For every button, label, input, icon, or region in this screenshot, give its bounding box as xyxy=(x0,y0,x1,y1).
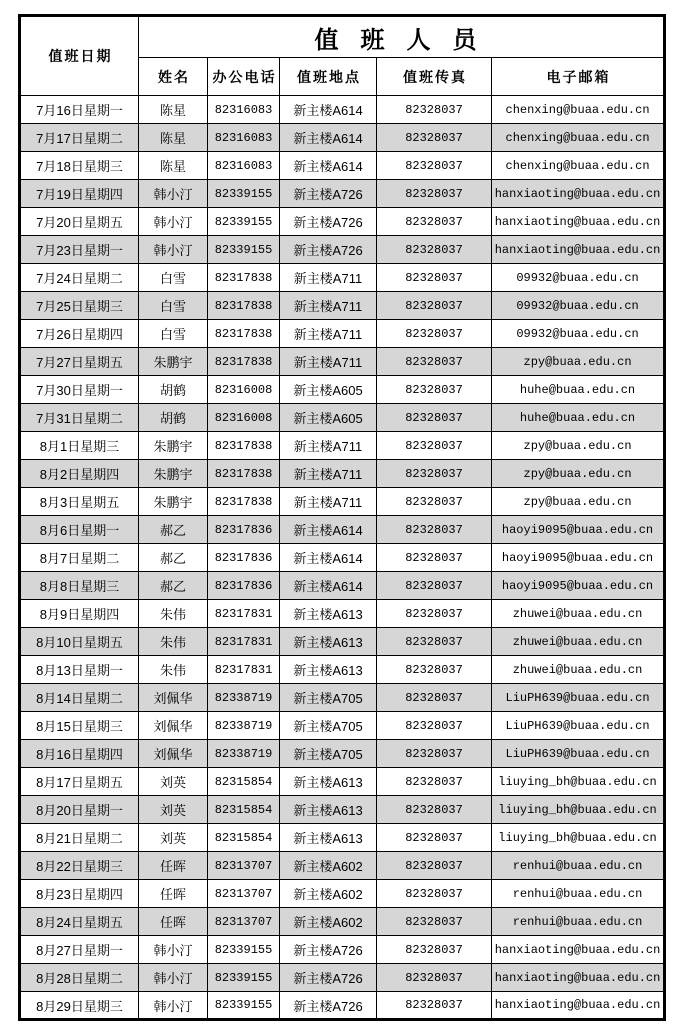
cell-fax: 82328037 xyxy=(377,96,492,124)
cell-duty-date: 8月28日星期二 xyxy=(20,964,139,992)
cell-fax: 82328037 xyxy=(377,264,492,292)
cell-phone: 82338719 xyxy=(208,684,280,712)
cell-fax: 82328037 xyxy=(377,432,492,460)
cell-email: renhui@buaa.edu.cn xyxy=(492,908,665,936)
cell-fax: 82328037 xyxy=(377,936,492,964)
cell-fax: 82328037 xyxy=(377,684,492,712)
cell-location: 新主楼A613 xyxy=(280,656,377,684)
cell-name: 白雪 xyxy=(139,264,208,292)
cell-name: 刘佩华 xyxy=(139,740,208,768)
cell-email: zhuwei@buaa.edu.cn xyxy=(492,600,665,628)
cell-location: 新主楼A613 xyxy=(280,600,377,628)
cell-fax: 82328037 xyxy=(377,712,492,740)
cell-fax: 82328037 xyxy=(377,628,492,656)
cell-email: hanxiaoting@buaa.edu.cn xyxy=(492,236,665,264)
cell-duty-date: 8月22日星期三 xyxy=(20,852,139,880)
cell-name: 郝乙 xyxy=(139,572,208,600)
cell-duty-date: 8月6日星期一 xyxy=(20,516,139,544)
cell-email: hanxiaoting@buaa.edu.cn xyxy=(492,964,665,992)
table-row xyxy=(20,936,665,964)
cell-email: hanxiaoting@buaa.edu.cn xyxy=(492,936,665,964)
cell-location: 新主楼A614 xyxy=(280,96,377,124)
cell-email: LiuPH639@buaa.edu.cn xyxy=(492,740,665,768)
title-row xyxy=(20,16,665,58)
cell-email: chenxing@buaa.edu.cn xyxy=(492,152,665,180)
table-row xyxy=(20,376,665,404)
cell-location: 新主楼A605 xyxy=(280,376,377,404)
cell-duty-date: 8月17日星期五 xyxy=(20,768,139,796)
cell-name: 朱鹏宇 xyxy=(139,488,208,516)
table-row xyxy=(20,880,665,908)
cell-name: 朱鹏宇 xyxy=(139,460,208,488)
column-header-location: 值班地点 xyxy=(280,58,377,96)
table-row xyxy=(20,488,665,516)
cell-phone: 82317838 xyxy=(208,488,280,516)
table-row xyxy=(20,96,665,124)
cell-duty-date: 8月15日星期三 xyxy=(20,712,139,740)
cell-fax: 82328037 xyxy=(377,348,492,376)
cell-phone: 82315854 xyxy=(208,768,280,796)
cell-phone: 82317838 xyxy=(208,264,280,292)
cell-fax: 82328037 xyxy=(377,236,492,264)
cell-duty-date: 8月9日星期四 xyxy=(20,600,139,628)
cell-duty-date: 8月3日星期五 xyxy=(20,488,139,516)
cell-name: 陈星 xyxy=(139,124,208,152)
cell-location: 新主楼A711 xyxy=(280,432,377,460)
cell-location: 新主楼A726 xyxy=(280,180,377,208)
table-row xyxy=(20,208,665,236)
cell-fax: 82328037 xyxy=(377,852,492,880)
table-body xyxy=(20,96,665,1020)
cell-name: 韩小汀 xyxy=(139,936,208,964)
table-row xyxy=(20,656,665,684)
table-row xyxy=(20,628,665,656)
cell-name: 朱伟 xyxy=(139,628,208,656)
cell-location: 新主楼A726 xyxy=(280,992,377,1020)
cell-email: LiuPH639@buaa.edu.cn xyxy=(492,684,665,712)
table-row xyxy=(20,544,665,572)
cell-phone: 82317838 xyxy=(208,320,280,348)
table-row xyxy=(20,516,665,544)
table-row xyxy=(20,460,665,488)
cell-email: zhuwei@buaa.edu.cn xyxy=(492,656,665,684)
cell-email: huhe@buaa.edu.cn xyxy=(492,404,665,432)
cell-phone: 82339155 xyxy=(208,964,280,992)
cell-location: 新主楼A711 xyxy=(280,292,377,320)
cell-name: 刘英 xyxy=(139,824,208,852)
cell-email: hanxiaoting@buaa.edu.cn xyxy=(492,992,665,1020)
cell-duty-date: 8月1日星期三 xyxy=(20,432,139,460)
duty-roster-table xyxy=(18,14,666,1021)
cell-phone: 82317831 xyxy=(208,656,280,684)
cell-fax: 82328037 xyxy=(377,208,492,236)
cell-location: 新主楼A614 xyxy=(280,572,377,600)
cell-location: 新主楼A711 xyxy=(280,320,377,348)
cell-phone: 82313707 xyxy=(208,852,280,880)
cell-phone: 82338719 xyxy=(208,740,280,768)
column-header-name: 姓名 xyxy=(139,58,208,96)
table-row xyxy=(20,264,665,292)
table-row xyxy=(20,600,665,628)
cell-name: 韩小汀 xyxy=(139,180,208,208)
cell-name: 郝乙 xyxy=(139,516,208,544)
cell-duty-date: 7月18日星期三 xyxy=(20,152,139,180)
cell-name: 朱鹏宇 xyxy=(139,432,208,460)
cell-name: 朱伟 xyxy=(139,600,208,628)
cell-name: 韩小汀 xyxy=(139,208,208,236)
cell-location: 新主楼A705 xyxy=(280,684,377,712)
cell-duty-date: 7月30日星期一 xyxy=(20,376,139,404)
cell-email: 09932@buaa.edu.cn xyxy=(492,292,665,320)
cell-name: 胡鹤 xyxy=(139,376,208,404)
table-header xyxy=(20,16,665,96)
cell-name: 朱伟 xyxy=(139,656,208,684)
cell-phone: 82339155 xyxy=(208,208,280,236)
cell-phone: 82339155 xyxy=(208,236,280,264)
table-row xyxy=(20,908,665,936)
cell-phone: 82317836 xyxy=(208,516,280,544)
cell-fax: 82328037 xyxy=(377,600,492,628)
cell-name: 刘佩华 xyxy=(139,712,208,740)
cell-duty-date: 8月16日星期四 xyxy=(20,740,139,768)
cell-name: 白雪 xyxy=(139,292,208,320)
cell-phone: 82339155 xyxy=(208,992,280,1020)
table-row xyxy=(20,740,665,768)
cell-duty-date: 8月10日星期五 xyxy=(20,628,139,656)
cell-phone: 82315854 xyxy=(208,824,280,852)
cell-duty-date: 8月21日星期二 xyxy=(20,824,139,852)
cell-name: 任晖 xyxy=(139,852,208,880)
cell-phone: 82316008 xyxy=(208,376,280,404)
cell-name: 陈星 xyxy=(139,152,208,180)
cell-phone: 82316083 xyxy=(208,152,280,180)
cell-phone: 82317838 xyxy=(208,348,280,376)
cell-duty-date: 8月14日星期二 xyxy=(20,684,139,712)
table-row xyxy=(20,964,665,992)
cell-location: 新主楼A705 xyxy=(280,740,377,768)
cell-location: 新主楼A711 xyxy=(280,348,377,376)
cell-phone: 82339155 xyxy=(208,936,280,964)
cell-email: haoyi9095@buaa.edu.cn xyxy=(492,544,665,572)
cell-phone: 82316083 xyxy=(208,124,280,152)
cell-email: liuying_bh@buaa.edu.cn xyxy=(492,824,665,852)
table-row xyxy=(20,572,665,600)
cell-location: 新主楼A614 xyxy=(280,152,377,180)
table-row xyxy=(20,348,665,376)
cell-duty-date: 8月2日星期四 xyxy=(20,460,139,488)
cell-fax: 82328037 xyxy=(377,796,492,824)
cell-duty-date: 7月16日星期一 xyxy=(20,96,139,124)
column-header-fax: 值班传真 xyxy=(377,58,492,96)
cell-email: zpy@buaa.edu.cn xyxy=(492,488,665,516)
cell-email: zpy@buaa.edu.cn xyxy=(492,432,665,460)
cell-name: 陈星 xyxy=(139,96,208,124)
cell-email: chenxing@buaa.edu.cn xyxy=(492,96,665,124)
cell-email: 09932@buaa.edu.cn xyxy=(492,264,665,292)
cell-location: 新主楼A613 xyxy=(280,768,377,796)
cell-fax: 82328037 xyxy=(377,292,492,320)
table-row xyxy=(20,236,665,264)
cell-duty-date: 7月27日星期五 xyxy=(20,348,139,376)
cell-fax: 82328037 xyxy=(377,124,492,152)
table-row xyxy=(20,712,665,740)
cell-name: 刘英 xyxy=(139,768,208,796)
cell-fax: 82328037 xyxy=(377,488,492,516)
cell-fax: 82328037 xyxy=(377,964,492,992)
cell-email: hanxiaoting@buaa.edu.cn xyxy=(492,208,665,236)
cell-location: 新主楼A613 xyxy=(280,796,377,824)
cell-fax: 82328037 xyxy=(377,544,492,572)
cell-fax: 82328037 xyxy=(377,572,492,600)
cell-name: 郝乙 xyxy=(139,544,208,572)
cell-location: 新主楼A726 xyxy=(280,236,377,264)
cell-duty-date: 8月13日星期一 xyxy=(20,656,139,684)
table-row xyxy=(20,320,665,348)
cell-duty-date: 7月17日星期二 xyxy=(20,124,139,152)
cell-phone: 82339155 xyxy=(208,180,280,208)
cell-fax: 82328037 xyxy=(377,824,492,852)
cell-phone: 82315854 xyxy=(208,796,280,824)
table-row xyxy=(20,404,665,432)
cell-email: LiuPH639@buaa.edu.cn xyxy=(492,712,665,740)
cell-email: huhe@buaa.edu.cn xyxy=(492,376,665,404)
cell-duty-date: 7月25日星期三 xyxy=(20,292,139,320)
cell-fax: 82328037 xyxy=(377,376,492,404)
cell-location: 新主楼A711 xyxy=(280,488,377,516)
cell-phone: 82317838 xyxy=(208,432,280,460)
cell-duty-date: 8月20日星期一 xyxy=(20,796,139,824)
cell-duty-date: 7月26日星期四 xyxy=(20,320,139,348)
cell-phone: 82313707 xyxy=(208,880,280,908)
cell-name: 刘佩华 xyxy=(139,684,208,712)
cell-phone: 82316008 xyxy=(208,404,280,432)
table-row xyxy=(20,992,665,1020)
cell-duty-date: 8月24日星期五 xyxy=(20,908,139,936)
cell-location: 新主楼A613 xyxy=(280,628,377,656)
cell-phone: 82338719 xyxy=(208,712,280,740)
table-title: 值班人员 xyxy=(139,16,665,58)
cell-duty-date: 7月20日星期五 xyxy=(20,208,139,236)
cell-fax: 82328037 xyxy=(377,180,492,208)
cell-location: 新主楼A614 xyxy=(280,544,377,572)
cell-fax: 82328037 xyxy=(377,460,492,488)
cell-name: 刘英 xyxy=(139,796,208,824)
cell-name: 胡鹤 xyxy=(139,404,208,432)
cell-phone: 82316083 xyxy=(208,96,280,124)
cell-fax: 82328037 xyxy=(377,740,492,768)
cell-duty-date: 7月24日星期二 xyxy=(20,264,139,292)
cell-location: 新主楼A726 xyxy=(280,964,377,992)
cell-location: 新主楼A705 xyxy=(280,712,377,740)
cell-email: zpy@buaa.edu.cn xyxy=(492,460,665,488)
cell-name: 韩小汀 xyxy=(139,236,208,264)
cell-name: 朱鹏宇 xyxy=(139,348,208,376)
table-row xyxy=(20,796,665,824)
cell-location: 新主楼A602 xyxy=(280,852,377,880)
cell-email: zpy@buaa.edu.cn xyxy=(492,348,665,376)
cell-name: 韩小汀 xyxy=(139,964,208,992)
cell-phone: 82317831 xyxy=(208,600,280,628)
table-row xyxy=(20,684,665,712)
cell-name: 任晖 xyxy=(139,880,208,908)
cell-location: 新主楼A605 xyxy=(280,404,377,432)
cell-email: zhuwei@buaa.edu.cn xyxy=(492,628,665,656)
table-row xyxy=(20,432,665,460)
cell-duty-date: 7月23日星期一 xyxy=(20,236,139,264)
cell-phone: 82313707 xyxy=(208,908,280,936)
cell-name: 任晖 xyxy=(139,908,208,936)
table-row xyxy=(20,180,665,208)
cell-location: 新主楼A614 xyxy=(280,124,377,152)
cell-location: 新主楼A711 xyxy=(280,460,377,488)
cell-phone: 82317838 xyxy=(208,292,280,320)
cell-fax: 82328037 xyxy=(377,768,492,796)
cell-phone: 82317838 xyxy=(208,460,280,488)
cell-email: chenxing@buaa.edu.cn xyxy=(492,124,665,152)
cell-email: renhui@buaa.edu.cn xyxy=(492,852,665,880)
cell-duty-date: 8月27日星期一 xyxy=(20,936,139,964)
cell-email: liuying_bh@buaa.edu.cn xyxy=(492,768,665,796)
table-row xyxy=(20,768,665,796)
table-row xyxy=(20,124,665,152)
cell-location: 新主楼A602 xyxy=(280,908,377,936)
cell-email: haoyi9095@buaa.edu.cn xyxy=(492,572,665,600)
cell-location: 新主楼A726 xyxy=(280,208,377,236)
cell-fax: 82328037 xyxy=(377,320,492,348)
column-header-duty-date: 值班日期 xyxy=(20,16,139,96)
table-row xyxy=(20,292,665,320)
cell-duty-date: 8月8日星期三 xyxy=(20,572,139,600)
cell-fax: 82328037 xyxy=(377,880,492,908)
cell-email: renhui@buaa.edu.cn xyxy=(492,880,665,908)
cell-location: 新主楼A613 xyxy=(280,824,377,852)
cell-name: 白雪 xyxy=(139,320,208,348)
cell-duty-date: 8月29日星期三 xyxy=(20,992,139,1020)
cell-duty-date: 8月23日星期四 xyxy=(20,880,139,908)
column-header-email: 电子邮箱 xyxy=(492,58,665,96)
cell-fax: 82328037 xyxy=(377,404,492,432)
table-row xyxy=(20,152,665,180)
table-row xyxy=(20,852,665,880)
cell-email: hanxiaoting@buaa.edu.cn xyxy=(492,180,665,208)
cell-phone: 82317836 xyxy=(208,544,280,572)
column-header-phone: 办公电话 xyxy=(208,58,280,96)
table-row xyxy=(20,824,665,852)
cell-name: 韩小汀 xyxy=(139,992,208,1020)
cell-phone: 82317836 xyxy=(208,572,280,600)
cell-email: liuying_bh@buaa.edu.cn xyxy=(492,796,665,824)
cell-fax: 82328037 xyxy=(377,516,492,544)
cell-phone: 82317831 xyxy=(208,628,280,656)
cell-email: haoyi9095@buaa.edu.cn xyxy=(492,516,665,544)
cell-location: 新主楼A614 xyxy=(280,516,377,544)
cell-duty-date: 8月7日星期二 xyxy=(20,544,139,572)
cell-location: 新主楼A602 xyxy=(280,880,377,908)
cell-fax: 82328037 xyxy=(377,656,492,684)
cell-location: 新主楼A726 xyxy=(280,936,377,964)
cell-fax: 82328037 xyxy=(377,908,492,936)
cell-fax: 82328037 xyxy=(377,152,492,180)
cell-duty-date: 7月19日星期四 xyxy=(20,180,139,208)
cell-location: 新主楼A711 xyxy=(280,264,377,292)
cell-fax: 82328037 xyxy=(377,992,492,1020)
cell-duty-date: 7月31日星期二 xyxy=(20,404,139,432)
cell-email: 09932@buaa.edu.cn xyxy=(492,320,665,348)
